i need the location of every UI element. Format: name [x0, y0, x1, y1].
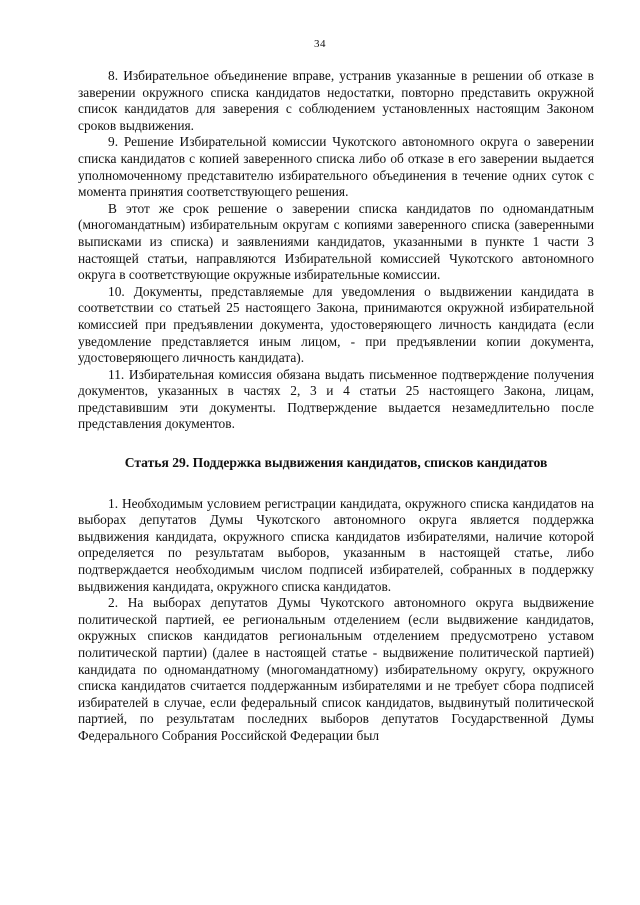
paragraph-art29-item-1: 1. Необходимым условием регистрации кандидата, окружного списка кандидатов на выборах депутатов Думы Чукотского автономного округа является поддержка выдвижения кандидата, окружного списка кандидатов избирателями, наличие которой определяется по результатам выборов, указанным в настоящей статье, либо подтверждается необходимым числом подписей избирателей, собранных в поддержку выдвижения кандидата, окружного списка кандидатов. [78, 495, 594, 594]
paragraph-art29-item-2: 2. На выборах депутатов Думы Чукотского автономного округа выдвижение политической партией, ее региональным отделением (если выдвижение кандидатов, окружных списков кандидатов региональным отделением предусмотрено уставом политической партии) (далее в настоящей статье - выдвижение политической партией) кандидата по одномандатному (многомандатному) избирательному округу, окружного списка кандидатов считается поддержанным избирателями и не требует сбора подписей избирателей в случае, если федеральный список кандидатов, выдвинутый политической партией, по результатам последних выборов депутатов Государственной Думы Федерального Собрания Российской Федерации был [78, 595, 594, 743]
page-number: 34 [314, 38, 326, 50]
paragraph-item-9-continuation: В этот же срок решение о заверении списка кандидатов по одномандатным (многомандатным) избирательным округам с копиями заверенного списка (заверенными выписками из списка) и заявлениями кандидатов, указанными в пункте 1 части 3 настоящей статьи, направляются Избирательной комиссией Чукотского автономного округа в соответствующие окружные избирательные комиссии. [78, 200, 594, 283]
paragraph-item-8: 8. Избирательное объединение вправе, устранив указанные в решении об отказе в заверении окружного списка кандидатов недостатки, повторно представить окружной список кандидатов для заверения с соблюдением установленных настоящим Законом сроков выдвижения. [78, 68, 594, 133]
document-body [78, 68, 594, 745]
paragraph-item-11: 11. Избирательная комиссия обязана выдать письменное подтверждение получения документов, указанных в частях 2, 3 и 4 статьи 25 настоящего Закона, лицам, представившим эти документы. Подтверждение выдается незамедлительно после представления документов. [78, 366, 594, 432]
paragraph-item-10: 10. Документы, представляемые для уведомления о выдвижении кандидата в соответствии со статьей 25 настоящего Закона, принимаются окружной избирательной комиссией при предъявлении документа, удостоверяющего личность кандидата (если уведомление представляется иным лицом, - при предъявлении копии документа, удостоверяющего личность кандидата). [78, 283, 594, 366]
paragraph-item-9: 9. Решение Избирательной комиссии Чукотского автономного округа о заверении списка кандидатов с копией заверенного списка либо об отказе в его заверении выдается уполномоченному представителю избирательного объединения в течение одних суток с момента принятия соответствующего решения. [78, 134, 594, 200]
article-heading: Статья 29. Поддержка выдвижения кандидатов, списков кандидатов [124, 455, 548, 471]
